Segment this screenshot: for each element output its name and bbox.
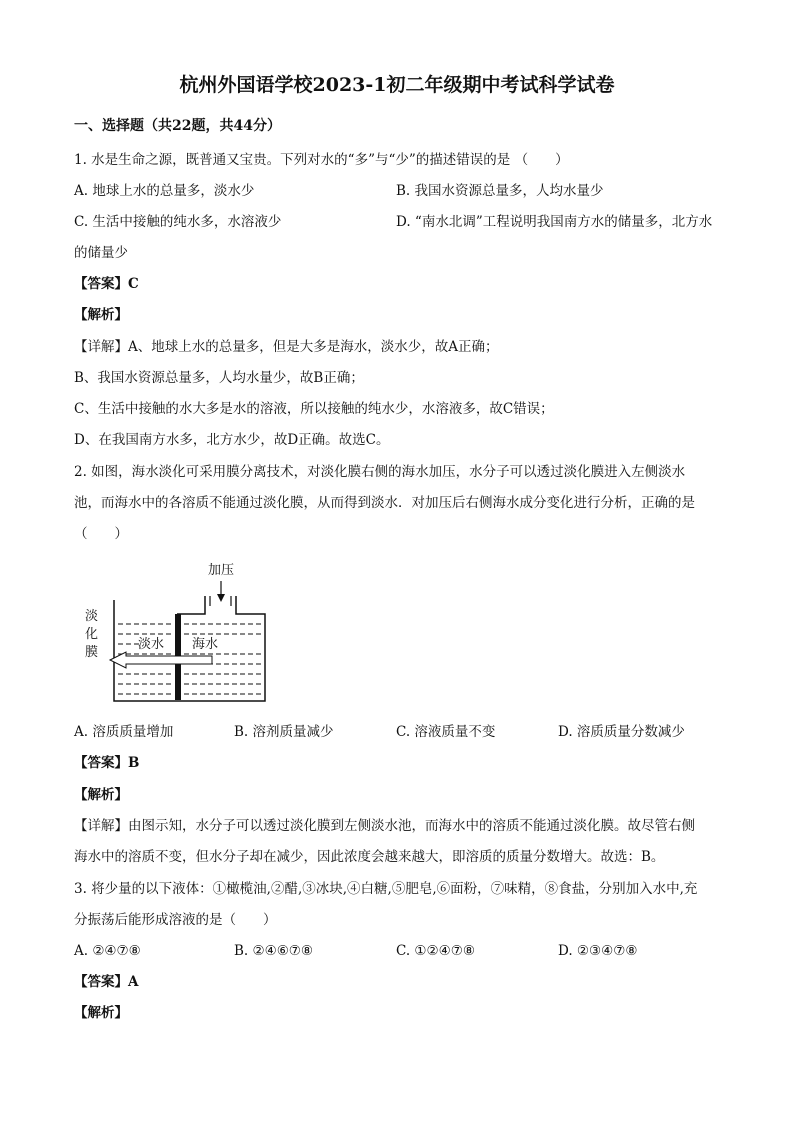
label-sea-water: 海水 bbox=[192, 637, 219, 652]
q3-stem: 3. 将少量的以下液体：①橄榄油,②醋,③冰块,④白糖,⑤肥皂,⑥面粉，⑦味精，⑧食盐，分别加入水中,充 bbox=[74, 881, 698, 897]
q1-detail-line: 【详解】A、地球上水的总量多，但是大多是海水，淡水少，故A正确； bbox=[74, 339, 499, 355]
pressure-arrow-head bbox=[217, 594, 225, 602]
q1-detail-line: C、生活中接触的水大多是水的溶液，所以接触的纯水少，水溶液多，故C错误； bbox=[74, 401, 554, 417]
q1-detail-line: D、在我国南方水多，北方水少，故D正确。故选C。 bbox=[74, 432, 390, 448]
label-membrane-char: 淡 bbox=[85, 609, 99, 624]
q3-option-b: B. ②④⑥⑦⑧ bbox=[234, 943, 314, 959]
q3-option-c: C. ①②④⑦⑧ bbox=[396, 943, 475, 959]
q2-option-a: A. 溶质质量增加 bbox=[74, 724, 174, 740]
q2-stem-continued: 池，而海水中的各溶质不能通过淡化膜，从而得到淡水．对加压后右侧海水成分变化进行分析，正确的是 bbox=[74, 495, 695, 511]
q1-option-d-continued: 的储量少 bbox=[74, 245, 128, 261]
q3-option-a: A. ②④⑦⑧ bbox=[74, 943, 141, 959]
q2-stem: 2. 如图，海水淡化可采用膜分离技术，对淡化膜右侧的海水加压，水分子可以透过淡化膜进入左侧淡水 bbox=[74, 464, 686, 480]
q1-option-d: D. “南水北调”工程说明我国南方水的储量多，北方水 bbox=[396, 214, 713, 230]
q2-detail-line: 【详解】由图示知，水分子可以透过淡化膜到左侧淡水池，而海水中的溶质不能通过淡化膜。故尽管右侧 bbox=[74, 818, 695, 834]
q1-option-c: C. 生活中接触的纯水多，水溶液少 bbox=[74, 214, 282, 230]
q2-option-d: D. 溶质质量分数减少 bbox=[558, 724, 685, 740]
label-pressure: 加压 bbox=[208, 563, 235, 578]
q1-analysis-heading: 【解析】 bbox=[74, 307, 128, 323]
q3-option-d: D. ②③④⑦⑧ bbox=[558, 943, 638, 959]
section-heading: 一、选择题（共22题，共44分） bbox=[74, 118, 281, 134]
q2-answer: 【答案】B bbox=[74, 755, 140, 771]
q2-analysis-heading: 【解析】 bbox=[74, 787, 128, 803]
q1-answer: 【答案】C bbox=[74, 276, 139, 292]
q3-answer: 【答案】A bbox=[74, 974, 139, 990]
q2-option-c: C. 溶液质量不变 bbox=[396, 724, 496, 740]
q2-option-b: B. 溶剂质量减少 bbox=[234, 724, 334, 740]
tank-outline bbox=[114, 596, 265, 701]
q1-stem: 1. 水是生命之源，既普通又宝贵。下列对水的“多”与“少”的描述错误的是 （ ） bbox=[74, 152, 569, 168]
tank-top-left bbox=[177, 596, 205, 614]
label-membrane-char: 膜 bbox=[85, 645, 99, 660]
q3-stem-continued: 分振荡后能形成溶液的是（ ） bbox=[74, 912, 277, 928]
q3-analysis-heading: 【解析】 bbox=[74, 1005, 128, 1021]
q2-detail-line: 海水中的溶质不变，但水分子却在减少，因此浓度会越来越大，即溶质的质量分数增大。故选：B。 bbox=[74, 849, 665, 865]
q1-detail-line: B、我国水资源总量多，人均水量少，故B正确； bbox=[74, 370, 364, 386]
desalination-membrane-figure bbox=[80, 556, 280, 706]
q1-option-a: A. 地球上水的总量多，淡水少 bbox=[74, 183, 255, 199]
label-fresh-water: 淡水 bbox=[138, 637, 165, 652]
page-title: 杭州外国语学校2023-1初二年级期中考试科学试卷 bbox=[179, 74, 615, 96]
q2-stem-bracket: （ ） bbox=[74, 526, 128, 542]
desalination-diagram bbox=[80, 556, 280, 706]
label-membrane-char: 化 bbox=[85, 627, 99, 642]
q1-option-b: B. 我国水资源总量多，人均水量少 bbox=[396, 183, 604, 199]
